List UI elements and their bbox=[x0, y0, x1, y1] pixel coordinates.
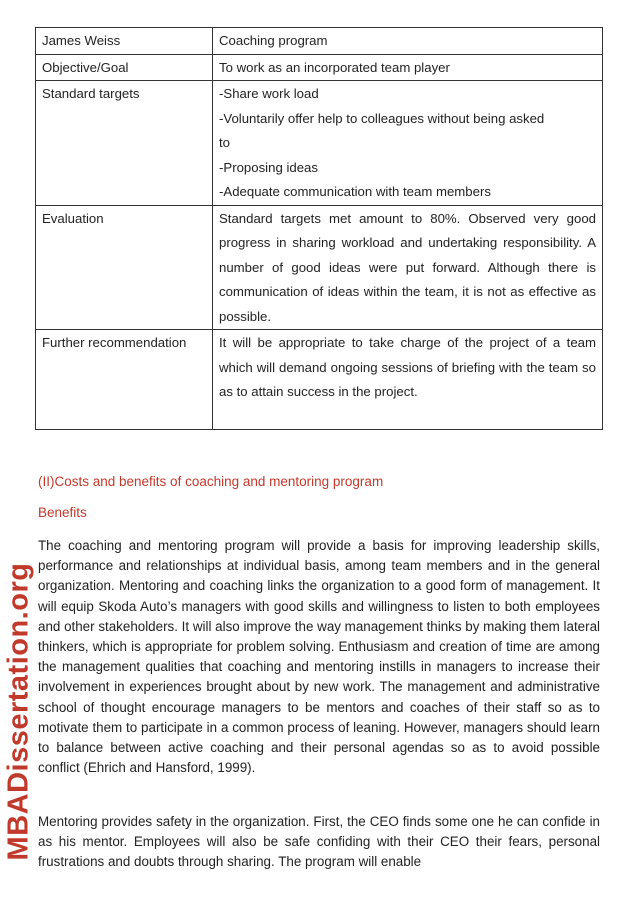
row-value-line: Standard targets met amount to 80%. Observed very good progress in sharing workload and undertaking responsibility. A number of good ideas were put forward. Although there is communication of ideas within the team, it is not as effective as possible. bbox=[219, 210, 596, 324]
row-value bbox=[213, 81, 603, 206]
table-row bbox=[36, 54, 603, 81]
row-value-line: To work as an incorporated team player bbox=[219, 59, 450, 75]
body-paragraph: The coaching and mentoring program will provide a basis for improving leadership skills, performance and relationships at individual basis, among team members and in the general organization. Mentoring and coaching links the organization to a good form of management. It will equip Skoda Auto’s managers with good skills and willingness to listen to both employees and other stakeholders. It will also improve the way management thinks by making them lateral thinkers, which is appropriate for problem solving. Enthusiasm and creation of time are among the management qualities that coaching and mentoring instills in managers to increase their involvement in experiences brought about by new work. The management and administrative school of thought encourage managers to be mentors and coaches of their staff so as to motivate them to participate in a common process of leaning. However, managers should learn to balance between active coaching and their personal agendas so as to avoid possible conflict (Ehrich and Hansford, 1999). bbox=[38, 538, 600, 776]
row-value-line: -Adequate communication with team members bbox=[219, 184, 491, 199]
body-paragraph: Mentoring provides safety in the organization. First, the CEO finds some one he can confide in as his mentor. Employees will also be safe confiding with their CEO their fears, personal frustrations and doubts through sharing. The program will enable bbox=[38, 814, 600, 870]
row-label: Evaluation bbox=[36, 205, 213, 330]
row-label: Standard targets bbox=[36, 81, 213, 206]
row-value-line: Coaching program bbox=[219, 33, 328, 48]
coaching-plan-table bbox=[35, 27, 603, 430]
row-label: James Weiss bbox=[36, 28, 213, 55]
row-value-line: -Share work load bbox=[219, 86, 319, 101]
table-row bbox=[36, 330, 603, 430]
section-heading: (II)Costs and benefits of coaching and mentoring program bbox=[38, 474, 384, 489]
row-value-line: -Voluntarily offer help to colleagues without being asked to bbox=[219, 110, 545, 150]
row-value bbox=[213, 28, 603, 55]
section-subheading: Benefits bbox=[38, 505, 87, 520]
table-row bbox=[36, 28, 603, 55]
watermark bbox=[2, 536, 36, 886]
table-row bbox=[36, 205, 603, 330]
row-value bbox=[213, 330, 603, 430]
row-value bbox=[213, 54, 603, 81]
row-label: Objective/Goal bbox=[36, 54, 213, 81]
row-label: Further recommendation bbox=[36, 330, 213, 430]
row-value-line: It will be appropriate to take charge of the project of a team which will demand ongoing sessions of briefing with the team so as to attain success in the project. bbox=[219, 335, 596, 399]
watermark-text: MBADissertation.org bbox=[2, 562, 35, 860]
row-value bbox=[213, 205, 603, 330]
table-row bbox=[36, 81, 603, 206]
row-value-line: -Proposing ideas bbox=[219, 159, 318, 175]
